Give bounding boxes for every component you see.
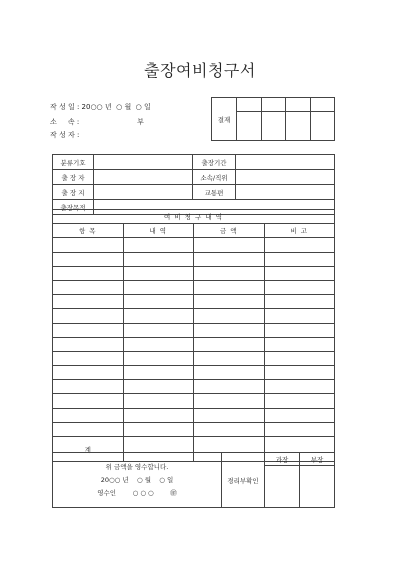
expense-cell[interactable] [123, 295, 194, 309]
document-title: 출장여비청구서 [144, 61, 256, 80]
expense-row [53, 394, 335, 408]
expense-cell[interactable] [194, 309, 265, 323]
expense-row [53, 337, 335, 351]
destination-label: 출 장 지 [53, 185, 94, 200]
expense-cell[interactable] [194, 280, 265, 294]
expense-cell[interactable] [194, 408, 265, 422]
expense-cell[interactable] [264, 380, 335, 394]
position-label: 소속/직위 [193, 170, 236, 185]
approval-sign-cell[interactable] [237, 112, 262, 141]
expense-rows [53, 238, 335, 437]
expense-cell[interactable] [264, 323, 335, 337]
approval-table [211, 97, 335, 141]
expense-cell[interactable] [264, 422, 335, 436]
expense-cell[interactable] [123, 266, 194, 280]
expense-cell[interactable] [264, 280, 335, 294]
expense-cell[interactable] [123, 238, 194, 252]
traveler-label: 출 장 자 [53, 170, 94, 185]
expense-cell[interactable] [194, 337, 265, 351]
approval-title-cell[interactable] [261, 98, 286, 112]
expense-cell[interactable] [53, 309, 124, 323]
expense-cell[interactable] [123, 280, 194, 294]
expense-cell[interactable] [53, 351, 124, 365]
period-field[interactable] [236, 155, 335, 170]
expense-cell[interactable] [264, 351, 335, 365]
expense-table [52, 209, 335, 462]
expense-cell[interactable] [53, 323, 124, 337]
receipt-statement [53, 453, 222, 508]
expense-cell[interactable] [53, 422, 124, 436]
position-field[interactable] [236, 170, 335, 185]
expense-cell[interactable] [53, 408, 124, 422]
manager-sign-cell[interactable] [265, 466, 300, 508]
expense-cell[interactable] [123, 380, 194, 394]
expense-row [53, 408, 335, 422]
class-code-label: 분류기호 [53, 155, 94, 170]
approval-title-cell[interactable] [310, 98, 335, 112]
expense-cell[interactable] [123, 337, 194, 351]
expense-row [53, 380, 335, 394]
expense-row [53, 351, 335, 365]
receipt-text: 위 금액을 영수합니다. [105, 462, 169, 471]
column-header-amount: 금 액 [194, 224, 265, 238]
expense-row [53, 252, 335, 266]
expense-cell[interactable] [53, 337, 124, 351]
column-header-detail: 내 역 [123, 224, 194, 238]
expense-cell[interactable] [194, 380, 265, 394]
director-sign-cell[interactable] [300, 466, 335, 508]
expense-row [53, 266, 335, 280]
total-label: 계 [53, 437, 124, 462]
expense-cell[interactable] [53, 266, 124, 280]
expense-cell[interactable] [123, 309, 194, 323]
receipt-recipient: 영수인 ○ ○ ○ ㊞ [97, 488, 177, 497]
expense-cell[interactable] [53, 252, 124, 266]
expense-cell[interactable] [53, 366, 124, 380]
purpose-label: 출장목적 [53, 200, 94, 215]
expense-cell[interactable] [264, 366, 335, 380]
expense-cell[interactable] [123, 323, 194, 337]
expense-cell[interactable] [53, 295, 124, 309]
approval-title-cell[interactable] [237, 98, 262, 112]
approval-sign-cell[interactable] [261, 112, 286, 141]
expense-row [53, 295, 335, 309]
approval-title-cell[interactable] [286, 98, 311, 112]
trip-info-table [52, 154, 335, 215]
expense-cell[interactable] [194, 266, 265, 280]
department-line: 소 속 : 부 [50, 118, 144, 126]
expense-cell[interactable] [194, 422, 265, 436]
expense-row [53, 366, 335, 380]
expense-row [53, 323, 335, 337]
expense-cell[interactable] [264, 309, 335, 323]
expense-cell[interactable] [123, 366, 194, 380]
date-line: 작 성 일 : 20○○ 년 ○ 월 ○ 일 [50, 103, 151, 111]
expense-cell[interactable] [264, 408, 335, 422]
destination-field[interactable] [94, 185, 193, 200]
expense-cell[interactable] [264, 337, 335, 351]
expense-cell[interactable] [194, 238, 265, 252]
class-code-field[interactable] [94, 155, 193, 170]
approval-sign-cell[interactable] [310, 112, 335, 141]
director-label: 부장 [300, 453, 335, 466]
expense-cell[interactable] [123, 408, 194, 422]
receipt-date: 20○○ 년 ○ 월 ○ 일 [100, 475, 174, 484]
column-header-item: 항 목 [53, 224, 124, 238]
expense-cell[interactable] [264, 394, 335, 408]
expense-section-title: 여 비 청 구 내 역 [53, 210, 335, 224]
approval-label: 결재 [212, 98, 237, 141]
transport-label: 교통편 [193, 185, 236, 200]
manager-label: 과장 [265, 453, 300, 466]
expense-row [53, 238, 335, 252]
expense-cell[interactable] [53, 238, 124, 252]
expense-cell[interactable] [53, 380, 124, 394]
expense-cell[interactable] [123, 252, 194, 266]
transport-field[interactable] [236, 185, 335, 200]
traveler-field[interactable] [94, 170, 193, 185]
author-line: 작 성 자 : [50, 131, 80, 139]
expense-row [53, 422, 335, 436]
expense-cell[interactable] [264, 238, 335, 252]
accounting-confirm-label: 경리부확인 [222, 453, 265, 508]
expense-cell[interactable] [264, 252, 335, 266]
expense-cell[interactable] [123, 422, 194, 436]
expense-cell[interactable] [194, 252, 265, 266]
approval-sign-cell[interactable] [286, 112, 311, 141]
expense-cell[interactable] [194, 295, 265, 309]
expense-cell[interactable] [53, 280, 124, 294]
expense-row [53, 309, 335, 323]
expense-cell[interactable] [194, 366, 265, 380]
expense-cell[interactable] [194, 323, 265, 337]
column-header-note: 비 고 [264, 224, 335, 238]
expense-cell[interactable] [194, 394, 265, 408]
expense-cell[interactable] [53, 394, 124, 408]
expense-cell[interactable] [123, 351, 194, 365]
receipt-table [52, 452, 335, 508]
expense-cell[interactable] [264, 295, 335, 309]
expense-cell[interactable] [123, 394, 194, 408]
expense-cell[interactable] [194, 351, 265, 365]
period-label: 출장기간 [193, 155, 236, 170]
expense-row [53, 280, 335, 294]
expense-cell[interactable] [264, 266, 335, 280]
